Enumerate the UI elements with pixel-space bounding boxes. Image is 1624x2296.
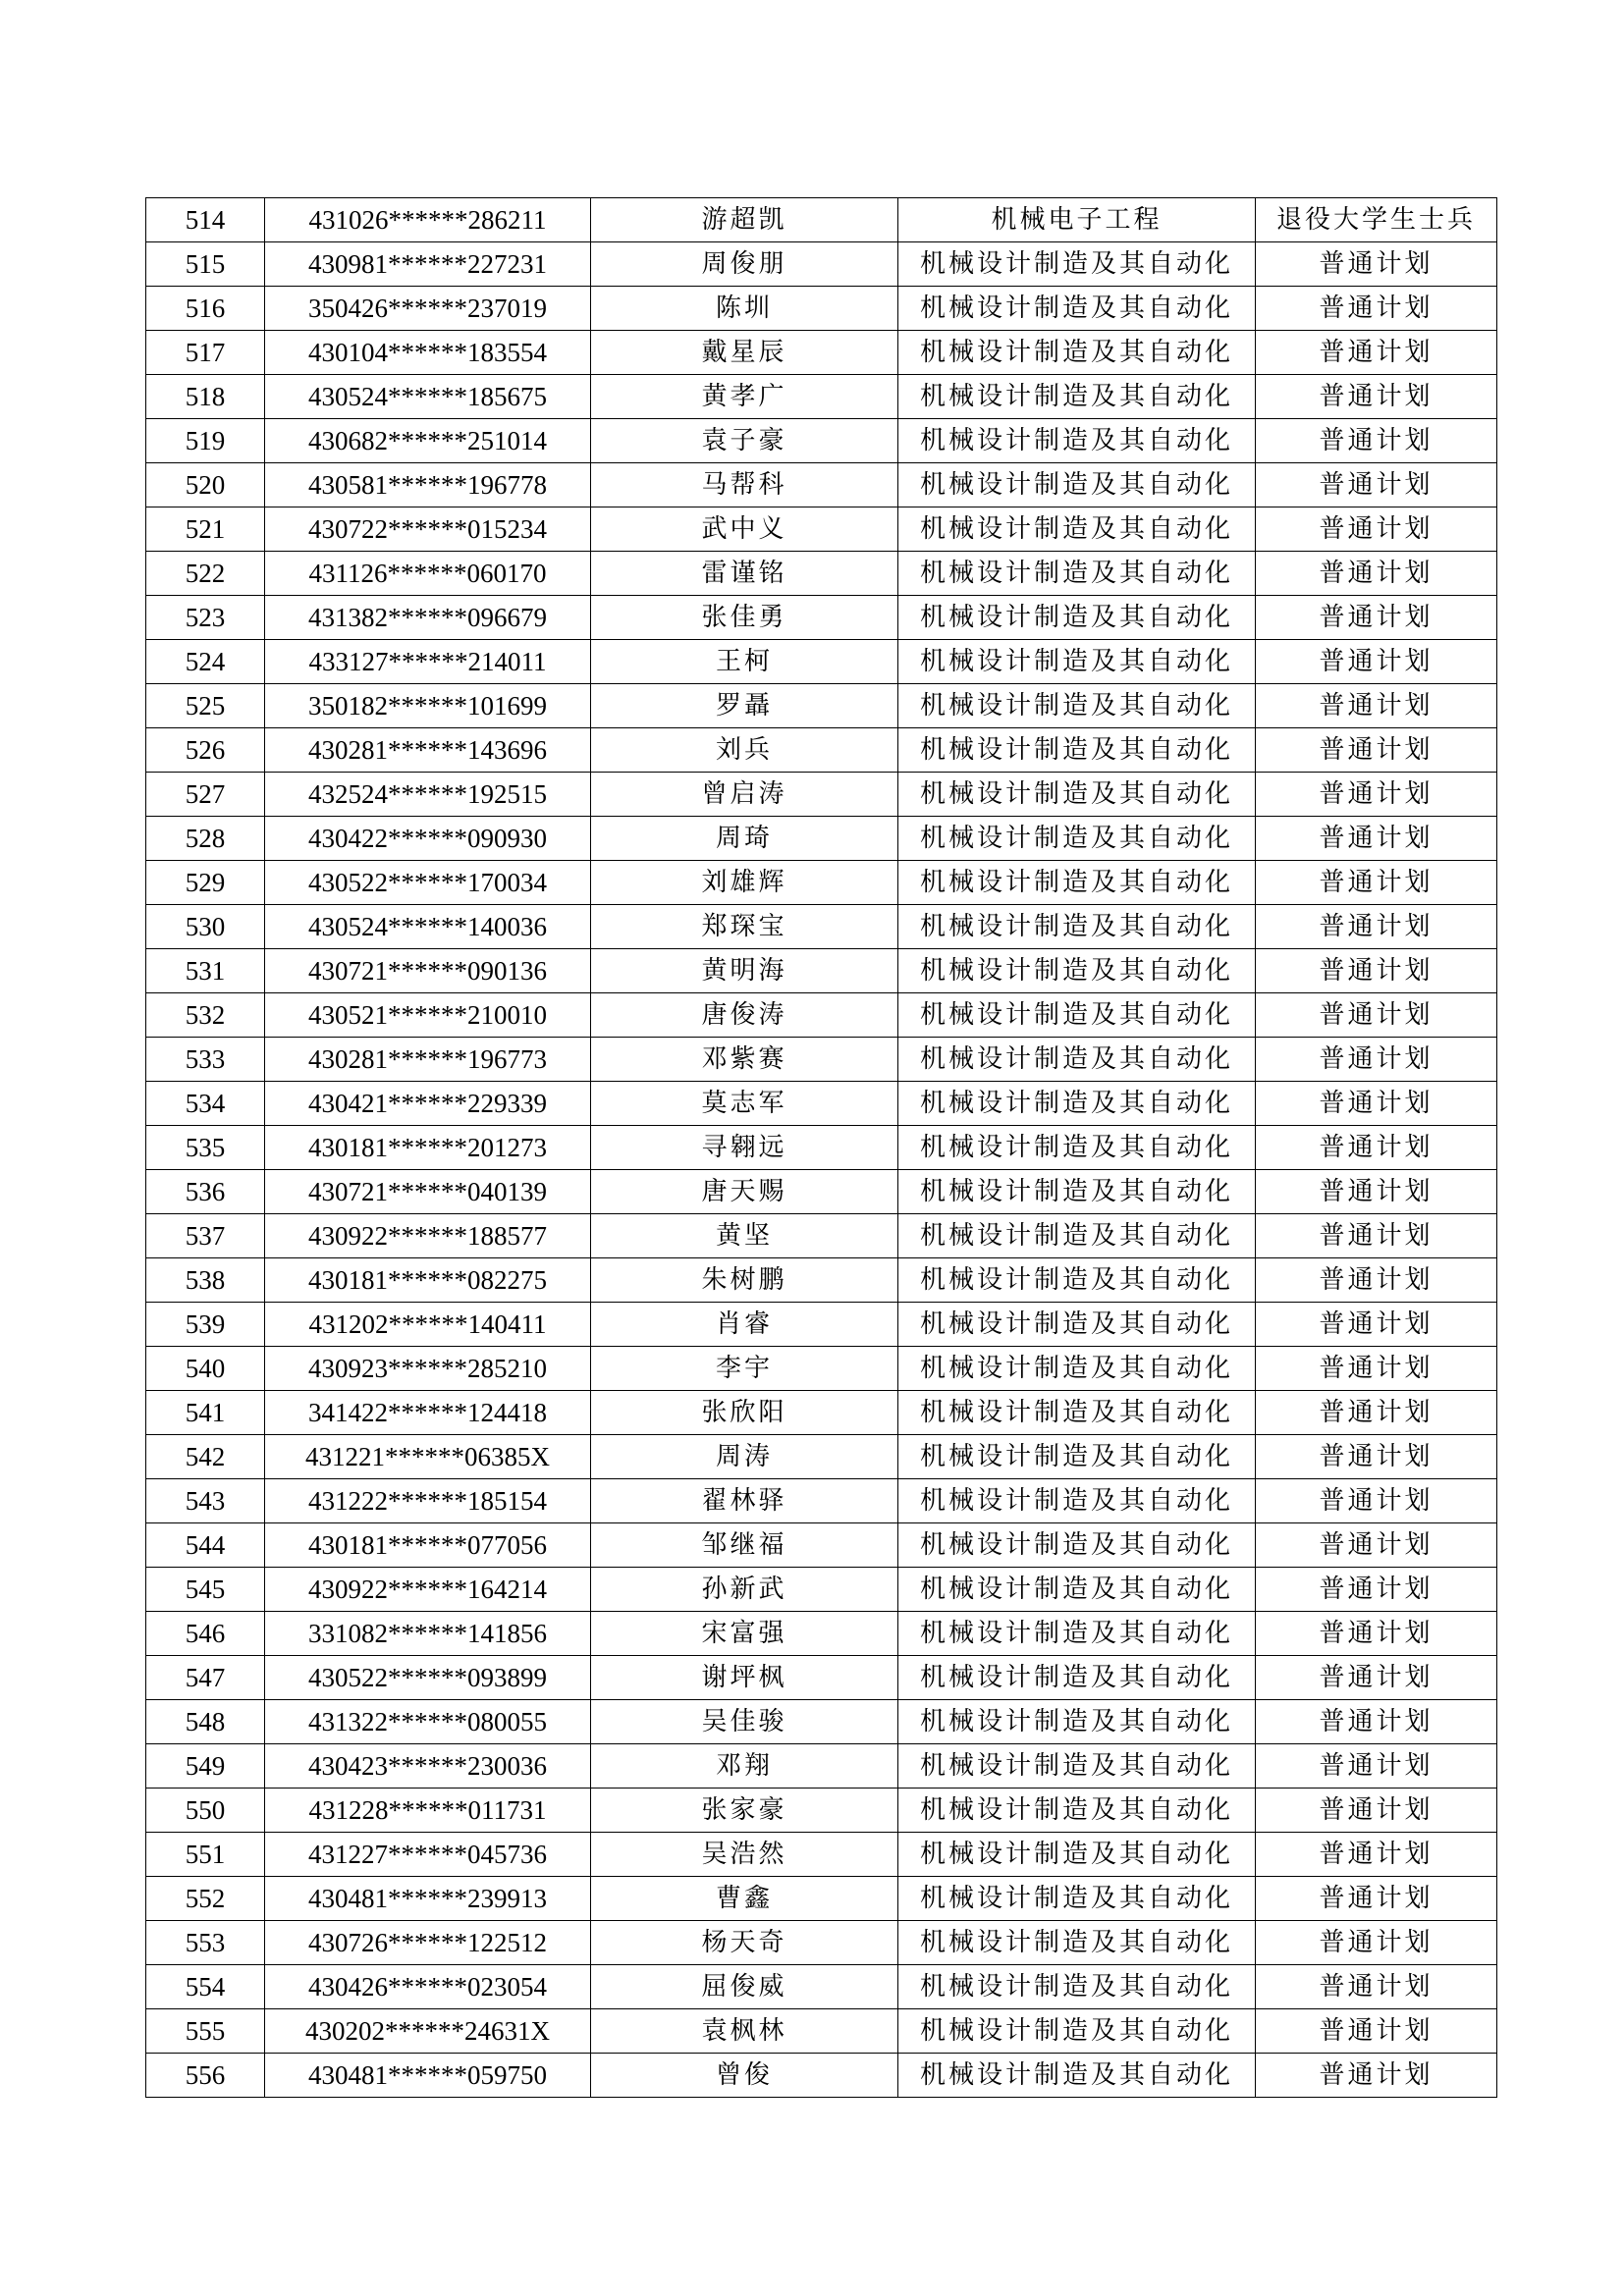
admission-plan-cell: 普通计划 — [1256, 331, 1497, 375]
id-number-cell: 350182******101699 — [265, 684, 591, 728]
major-cell: 机械设计制造及其自动化 — [898, 640, 1256, 684]
admission-plan-cell: 普通计划 — [1256, 1347, 1497, 1391]
table-row — [146, 993, 1497, 1038]
major-cell: 机械设计制造及其自动化 — [898, 1258, 1256, 1303]
id-number-cell: 430421******229339 — [265, 1082, 591, 1126]
student-name-cell: 邓翔 — [591, 1744, 898, 1789]
admission-plan-cell: 普通计划 — [1256, 1877, 1497, 1921]
student-name-cell: 翟林驿 — [591, 1479, 898, 1523]
table-row — [146, 1391, 1497, 1435]
admission-plan-cell: 普通计划 — [1256, 463, 1497, 507]
student-name-cell: 黄明海 — [591, 949, 898, 993]
student-name-cell: 杨天奇 — [591, 1921, 898, 1965]
id-number-cell: 431126******060170 — [265, 552, 591, 596]
admission-plan-cell: 普通计划 — [1256, 1479, 1497, 1523]
id-number-cell: 430922******188577 — [265, 1214, 591, 1258]
admission-plan-cell: 普通计划 — [1256, 1038, 1497, 1082]
id-number-cell: 430524******185675 — [265, 375, 591, 419]
major-cell: 机械设计制造及其自动化 — [898, 507, 1256, 552]
student-name-cell: 张家豪 — [591, 1789, 898, 1833]
row-number-cell: 544 — [146, 1523, 265, 1568]
table-row — [146, 1479, 1497, 1523]
id-number-cell: 430524******140036 — [265, 905, 591, 949]
student-name-cell: 袁子豪 — [591, 419, 898, 463]
student-name-cell: 雷谨铭 — [591, 552, 898, 596]
table-row — [146, 507, 1497, 552]
id-number-cell: 430181******077056 — [265, 1523, 591, 1568]
major-cell: 机械设计制造及其自动化 — [898, 1347, 1256, 1391]
admission-plan-cell: 普通计划 — [1256, 1921, 1497, 1965]
major-cell: 机械设计制造及其自动化 — [898, 1214, 1256, 1258]
id-number-cell: 431227******045736 — [265, 1833, 591, 1877]
student-name-cell: 周琦 — [591, 817, 898, 861]
id-number-cell: 430202******24631X — [265, 2009, 591, 2054]
row-number-cell: 531 — [146, 949, 265, 993]
table-row — [146, 198, 1497, 242]
table-row — [146, 728, 1497, 773]
admission-plan-cell: 普通计划 — [1256, 507, 1497, 552]
major-cell: 机械设计制造及其自动化 — [898, 1170, 1256, 1214]
student-name-cell: 寻翱远 — [591, 1126, 898, 1170]
major-cell: 机械设计制造及其自动化 — [898, 1833, 1256, 1877]
table-row — [146, 1435, 1497, 1479]
major-cell: 机械设计制造及其自动化 — [898, 1789, 1256, 1833]
roster-table — [145, 197, 1497, 2098]
id-number-cell: 430423******230036 — [265, 1744, 591, 1789]
admission-plan-cell: 普通计划 — [1256, 242, 1497, 287]
table-row — [146, 1877, 1497, 1921]
id-number-cell: 431382******096679 — [265, 596, 591, 640]
student-name-cell: 莫志军 — [591, 1082, 898, 1126]
id-number-cell: 430521******210010 — [265, 993, 591, 1038]
admission-plan-cell: 普通计划 — [1256, 596, 1497, 640]
table-row — [146, 1744, 1497, 1789]
id-number-cell: 430721******040139 — [265, 1170, 591, 1214]
table-row — [146, 2009, 1497, 2054]
admission-plan-cell: 普通计划 — [1256, 2009, 1497, 2054]
table-row — [146, 463, 1497, 507]
id-number-cell: 430522******093899 — [265, 1656, 591, 1700]
student-name-cell: 宋富强 — [591, 1612, 898, 1656]
major-cell: 机械设计制造及其自动化 — [898, 993, 1256, 1038]
row-number-cell: 530 — [146, 905, 265, 949]
admission-plan-cell: 普通计划 — [1256, 728, 1497, 773]
row-number-cell: 522 — [146, 552, 265, 596]
id-number-cell: 331082******141856 — [265, 1612, 591, 1656]
row-number-cell: 517 — [146, 331, 265, 375]
row-number-cell: 536 — [146, 1170, 265, 1214]
student-name-cell: 张欣阳 — [591, 1391, 898, 1435]
table-row — [146, 375, 1497, 419]
admission-plan-cell: 普通计划 — [1256, 1744, 1497, 1789]
major-cell: 机械设计制造及其自动化 — [898, 552, 1256, 596]
major-cell: 机械设计制造及其自动化 — [898, 1435, 1256, 1479]
id-number-cell: 430426******023054 — [265, 1965, 591, 2009]
student-name-cell: 曾启涛 — [591, 773, 898, 817]
admission-plan-cell: 普通计划 — [1256, 1126, 1497, 1170]
table-row — [146, 1612, 1497, 1656]
table-row — [146, 1921, 1497, 1965]
row-number-cell: 547 — [146, 1656, 265, 1700]
major-cell: 机械设计制造及其自动化 — [898, 596, 1256, 640]
id-number-cell: 341422******124418 — [265, 1391, 591, 1435]
student-name-cell: 李宇 — [591, 1347, 898, 1391]
row-number-cell: 519 — [146, 419, 265, 463]
student-name-cell: 马帮科 — [591, 463, 898, 507]
table-row — [146, 596, 1497, 640]
row-number-cell: 539 — [146, 1303, 265, 1347]
row-number-cell: 525 — [146, 684, 265, 728]
table-row — [146, 640, 1497, 684]
student-name-cell: 曾俊 — [591, 2054, 898, 2098]
row-number-cell: 538 — [146, 1258, 265, 1303]
student-name-cell: 邓紫赛 — [591, 1038, 898, 1082]
table-row — [146, 242, 1497, 287]
admission-plan-cell: 普通计划 — [1256, 1082, 1497, 1126]
student-name-cell: 邹继福 — [591, 1523, 898, 1568]
table-row — [146, 1038, 1497, 1082]
major-cell: 机械设计制造及其自动化 — [898, 905, 1256, 949]
admission-plan-cell: 普通计划 — [1256, 1435, 1497, 1479]
major-cell: 机械设计制造及其自动化 — [898, 331, 1256, 375]
table-row — [146, 1082, 1497, 1126]
id-number-cell: 430721******090136 — [265, 949, 591, 993]
admission-plan-cell: 普通计划 — [1256, 1170, 1497, 1214]
student-name-cell: 黄坚 — [591, 1214, 898, 1258]
id-number-cell: 430722******015234 — [265, 507, 591, 552]
row-number-cell: 554 — [146, 1965, 265, 2009]
major-cell: 机械设计制造及其自动化 — [898, 1612, 1256, 1656]
admission-plan-cell: 普通计划 — [1256, 1612, 1497, 1656]
student-name-cell: 唐俊涛 — [591, 993, 898, 1038]
admission-plan-cell: 普通计划 — [1256, 375, 1497, 419]
id-number-cell: 431322******080055 — [265, 1700, 591, 1744]
table-row — [146, 1347, 1497, 1391]
major-cell: 机械设计制造及其自动化 — [898, 684, 1256, 728]
student-name-cell: 屈俊威 — [591, 1965, 898, 2009]
row-number-cell: 518 — [146, 375, 265, 419]
id-number-cell: 430522******170034 — [265, 861, 591, 905]
id-number-cell: 430923******285210 — [265, 1347, 591, 1391]
student-name-cell: 黄孝广 — [591, 375, 898, 419]
major-cell: 机械设计制造及其自动化 — [898, 949, 1256, 993]
row-number-cell: 534 — [146, 1082, 265, 1126]
row-number-cell: 550 — [146, 1789, 265, 1833]
row-number-cell: 526 — [146, 728, 265, 773]
admission-plan-cell: 普通计划 — [1256, 1833, 1497, 1877]
admission-plan-cell: 普通计划 — [1256, 773, 1497, 817]
id-number-cell: 431221******06385X — [265, 1435, 591, 1479]
major-cell: 机械设计制造及其自动化 — [898, 2009, 1256, 2054]
major-cell: 机械设计制造及其自动化 — [898, 1038, 1256, 1082]
student-name-cell: 袁枫林 — [591, 2009, 898, 2054]
student-name-cell: 谢坪枫 — [591, 1656, 898, 1700]
table-row — [146, 1656, 1497, 1700]
id-number-cell: 430581******196778 — [265, 463, 591, 507]
major-cell: 机械设计制造及其自动化 — [898, 1126, 1256, 1170]
table-row — [146, 419, 1497, 463]
major-cell: 机械设计制造及其自动化 — [898, 861, 1256, 905]
admission-plan-cell: 普通计划 — [1256, 861, 1497, 905]
admission-plan-cell: 普通计划 — [1256, 1523, 1497, 1568]
roster-table-body — [146, 198, 1497, 2098]
row-number-cell: 535 — [146, 1126, 265, 1170]
row-number-cell: 532 — [146, 993, 265, 1038]
row-number-cell: 546 — [146, 1612, 265, 1656]
row-number-cell: 529 — [146, 861, 265, 905]
id-number-cell: 431222******185154 — [265, 1479, 591, 1523]
major-cell: 机械设计制造及其自动化 — [898, 419, 1256, 463]
student-name-cell: 刘雄辉 — [591, 861, 898, 905]
row-number-cell: 541 — [146, 1391, 265, 1435]
major-cell: 机械设计制造及其自动化 — [898, 728, 1256, 773]
table-row — [146, 773, 1497, 817]
admission-plan-cell: 普通计划 — [1256, 949, 1497, 993]
id-number-cell: 430481******059750 — [265, 2054, 591, 2098]
id-number-cell: 350426******237019 — [265, 287, 591, 331]
table-row — [146, 2054, 1497, 2098]
major-cell: 机械设计制造及其自动化 — [898, 1303, 1256, 1347]
student-name-cell: 肖睿 — [591, 1303, 898, 1347]
admission-plan-cell: 普通计划 — [1256, 684, 1497, 728]
row-number-cell: 553 — [146, 1921, 265, 1965]
major-cell: 机械设计制造及其自动化 — [898, 1877, 1256, 1921]
major-cell: 机械设计制造及其自动化 — [898, 1568, 1256, 1612]
table-row — [146, 1568, 1497, 1612]
table-row — [146, 1833, 1497, 1877]
table-row — [146, 1523, 1497, 1568]
major-cell: 机械设计制造及其自动化 — [898, 1656, 1256, 1700]
student-name-cell: 游超凯 — [591, 198, 898, 242]
table-row — [146, 949, 1497, 993]
major-cell: 机械设计制造及其自动化 — [898, 1744, 1256, 1789]
student-name-cell: 张佳勇 — [591, 596, 898, 640]
admission-plan-cell: 普通计划 — [1256, 552, 1497, 596]
id-number-cell: 430422******090930 — [265, 817, 591, 861]
id-number-cell: 430481******239913 — [265, 1877, 591, 1921]
row-number-cell: 533 — [146, 1038, 265, 1082]
major-cell: 机械设计制造及其自动化 — [898, 1523, 1256, 1568]
id-number-cell: 430181******201273 — [265, 1126, 591, 1170]
student-name-cell: 郑琛宝 — [591, 905, 898, 949]
row-number-cell: 528 — [146, 817, 265, 861]
row-number-cell: 545 — [146, 1568, 265, 1612]
student-name-cell: 王柯 — [591, 640, 898, 684]
admission-plan-cell: 普通计划 — [1256, 1214, 1497, 1258]
student-name-cell: 刘兵 — [591, 728, 898, 773]
student-name-cell: 陈圳 — [591, 287, 898, 331]
id-number-cell: 430281******143696 — [265, 728, 591, 773]
id-number-cell: 430281******196773 — [265, 1038, 591, 1082]
id-number-cell: 432524******192515 — [265, 773, 591, 817]
admission-plan-cell: 普通计划 — [1256, 1303, 1497, 1347]
row-number-cell: 542 — [146, 1435, 265, 1479]
row-number-cell: 548 — [146, 1700, 265, 1744]
major-cell: 机械设计制造及其自动化 — [898, 1082, 1256, 1126]
major-cell: 机械设计制造及其自动化 — [898, 463, 1256, 507]
id-number-cell: 430981******227231 — [265, 242, 591, 287]
major-cell: 机械设计制造及其自动化 — [898, 375, 1256, 419]
admission-plan-cell: 普通计划 — [1256, 1789, 1497, 1833]
table-row — [146, 1700, 1497, 1744]
id-number-cell: 431228******011731 — [265, 1789, 591, 1833]
table-row — [146, 1789, 1497, 1833]
student-name-cell: 孙新武 — [591, 1568, 898, 1612]
row-number-cell: 514 — [146, 198, 265, 242]
major-cell: 机械电子工程 — [898, 198, 1256, 242]
admission-plan-cell: 普通计划 — [1256, 640, 1497, 684]
admission-plan-cell: 普通计划 — [1256, 905, 1497, 949]
row-number-cell: 516 — [146, 287, 265, 331]
row-number-cell: 551 — [146, 1833, 265, 1877]
student-name-cell: 唐天赐 — [591, 1170, 898, 1214]
table-row — [146, 684, 1497, 728]
student-name-cell: 曹鑫 — [591, 1877, 898, 1921]
major-cell: 机械设计制造及其自动化 — [898, 287, 1256, 331]
id-number-cell: 430726******122512 — [265, 1921, 591, 1965]
major-cell: 机械设计制造及其自动化 — [898, 1391, 1256, 1435]
table-row — [146, 1303, 1497, 1347]
major-cell: 机械设计制造及其自动化 — [898, 1700, 1256, 1744]
table-row — [146, 287, 1497, 331]
major-cell: 机械设计制造及其自动化 — [898, 773, 1256, 817]
student-name-cell: 朱树鹏 — [591, 1258, 898, 1303]
row-number-cell: 540 — [146, 1347, 265, 1391]
row-number-cell: 520 — [146, 463, 265, 507]
student-name-cell: 吴浩然 — [591, 1833, 898, 1877]
student-name-cell: 周俊朋 — [591, 242, 898, 287]
table-row — [146, 1126, 1497, 1170]
row-number-cell: 537 — [146, 1214, 265, 1258]
id-number-cell: 433127******214011 — [265, 640, 591, 684]
row-number-cell: 549 — [146, 1744, 265, 1789]
row-number-cell: 556 — [146, 2054, 265, 2098]
major-cell: 机械设计制造及其自动化 — [898, 1965, 1256, 2009]
table-row — [146, 331, 1497, 375]
row-number-cell: 524 — [146, 640, 265, 684]
id-number-cell: 430181******082275 — [265, 1258, 591, 1303]
admission-plan-cell: 普通计划 — [1256, 1391, 1497, 1435]
student-name-cell: 戴星辰 — [591, 331, 898, 375]
table-row — [146, 861, 1497, 905]
major-cell: 机械设计制造及其自动化 — [898, 1479, 1256, 1523]
table-row — [146, 1170, 1497, 1214]
row-number-cell: 521 — [146, 507, 265, 552]
table-row — [146, 905, 1497, 949]
table-row — [146, 552, 1497, 596]
row-number-cell: 552 — [146, 1877, 265, 1921]
student-name-cell: 罗聶 — [591, 684, 898, 728]
student-name-cell: 武中义 — [591, 507, 898, 552]
row-number-cell: 555 — [146, 2009, 265, 2054]
row-number-cell: 523 — [146, 596, 265, 640]
table-row — [146, 1965, 1497, 2009]
id-number-cell: 430922******164214 — [265, 1568, 591, 1612]
admission-plan-cell: 普通计划 — [1256, 1258, 1497, 1303]
admission-plan-cell: 普通计划 — [1256, 1965, 1497, 2009]
row-number-cell: 527 — [146, 773, 265, 817]
admission-plan-cell: 普通计划 — [1256, 419, 1497, 463]
admission-plan-cell: 普通计划 — [1256, 2054, 1497, 2098]
admission-plan-cell: 普通计划 — [1256, 1700, 1497, 1744]
student-name-cell: 吴佳骏 — [591, 1700, 898, 1744]
id-number-cell: 430104******183554 — [265, 331, 591, 375]
major-cell: 机械设计制造及其自动化 — [898, 242, 1256, 287]
major-cell: 机械设计制造及其自动化 — [898, 2054, 1256, 2098]
admission-plan-cell: 普通计划 — [1256, 287, 1497, 331]
student-name-cell: 周涛 — [591, 1435, 898, 1479]
admission-plan-cell: 普通计划 — [1256, 993, 1497, 1038]
admission-plan-cell: 普通计划 — [1256, 1656, 1497, 1700]
major-cell: 机械设计制造及其自动化 — [898, 1921, 1256, 1965]
id-number-cell: 431202******140411 — [265, 1303, 591, 1347]
table-row — [146, 1214, 1497, 1258]
admission-plan-cell: 退役大学生士兵 — [1256, 198, 1497, 242]
major-cell: 机械设计制造及其自动化 — [898, 817, 1256, 861]
id-number-cell: 430682******251014 — [265, 419, 591, 463]
table-row — [146, 817, 1497, 861]
table-row — [146, 1258, 1497, 1303]
row-number-cell: 543 — [146, 1479, 265, 1523]
id-number-cell: 431026******286211 — [265, 198, 591, 242]
admission-plan-cell: 普通计划 — [1256, 817, 1497, 861]
admission-plan-cell: 普通计划 — [1256, 1568, 1497, 1612]
row-number-cell: 515 — [146, 242, 265, 287]
